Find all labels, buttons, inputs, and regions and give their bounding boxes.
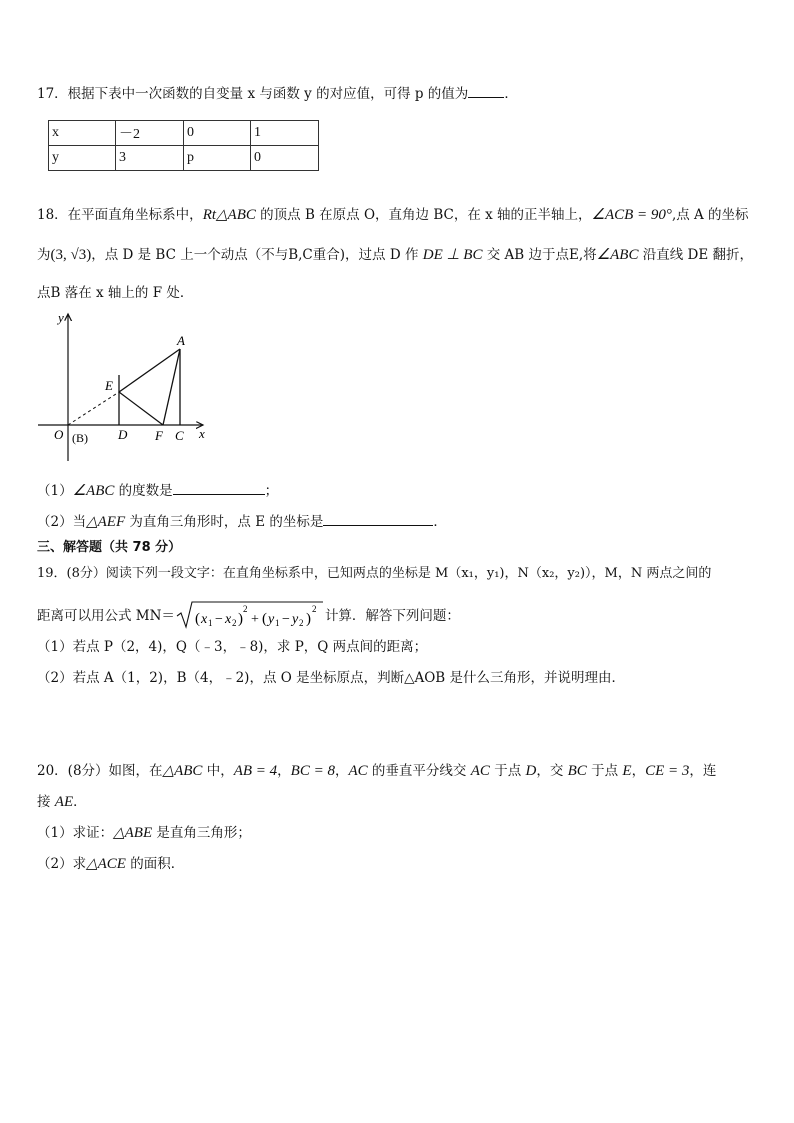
svg-text:1: 1 <box>274 618 280 628</box>
segment-EF <box>119 392 163 425</box>
q18-figure <box>30 305 220 467</box>
table-cell: 3 <box>116 146 184 171</box>
segment-EA <box>119 349 180 392</box>
svg-text:(: ( <box>261 611 267 627</box>
q18-part-1: （1）∠ABC 的度数是 ； <box>37 483 279 499</box>
q18-part-2: （2）当△AEF 为直角三角形时，点 E 的坐标是 ． <box>37 514 447 530</box>
q17-table <box>48 120 319 171</box>
label-F: F <box>155 428 163 443</box>
segment-OE <box>68 392 119 425</box>
svg-text:): ) <box>237 611 243 627</box>
table-cell: 0 <box>184 121 251 146</box>
q17-text: 17．根据下表中一次函数的自变量 x 与函数 y 的对应值，可得 p 的值为 ． <box>37 86 518 102</box>
table-cell: 1 <box>251 121 319 146</box>
label-A: A <box>177 333 185 348</box>
answer-blank[interactable] <box>468 85 504 98</box>
label-C: C <box>175 428 184 443</box>
label-B: (B) <box>72 431 88 445</box>
svg-text:+: + <box>250 612 259 627</box>
q18-line-2: 为(3, √3)，点 D 是 BC 上一个动点（不与B,C重合)，过点 D 作 DE ⊥ BC 交 AB 边于点E,将∠ABC 沿直线 DE 翻折， <box>37 247 754 263</box>
svg-text:x: x <box>224 612 232 627</box>
svg-text:2: 2 <box>231 618 237 628</box>
svg-text:x: x <box>200 612 208 627</box>
table-row <box>49 121 319 146</box>
svg-text:(: ( <box>194 611 200 627</box>
svg-text:1: 1 <box>207 618 213 628</box>
table-row <box>49 146 319 171</box>
svg-text:): ) <box>305 611 311 627</box>
svg-text:2: 2 <box>311 604 317 614</box>
label-O: O <box>54 427 64 442</box>
table-cell: p <box>184 146 251 171</box>
svg-text:2: 2 <box>298 618 304 628</box>
label-D: D <box>118 427 128 442</box>
q19-line-1: 19．(8分）阅读下列一段文字：在直角坐标系中，已知两点的坐标是 M（x₁，y₁)，N（x₂，y₂)），M，N 两点之间的 <box>37 566 712 581</box>
answer-blank[interactable] <box>173 482 265 495</box>
section-heading: 三、解答题（共 78 分） <box>37 540 182 555</box>
svg-text:2: 2 <box>242 604 248 614</box>
answer-blank[interactable] <box>323 513 433 526</box>
distance-formula <box>175 599 325 629</box>
svg-text:y: y <box>291 612 299 627</box>
q20-part-1: （1）求证：△ABE 是直角三角形； <box>37 825 251 841</box>
svg-text:y: y <box>267 612 275 627</box>
q19-part-2: （2）若点 A（1，2)，B（4，﹣2)，点 O 是坐标原点，判断△AOB 是什么三角形，并说明理由． <box>37 670 626 686</box>
table-cell: x <box>49 121 116 146</box>
label-y: y <box>58 310 64 325</box>
q20-line-2: 接 AE． <box>37 794 87 810</box>
table-cell: －2 <box>116 121 184 146</box>
segment-AF <box>163 349 180 425</box>
svg-text:−: − <box>214 612 223 627</box>
label-E: E <box>105 378 113 393</box>
q20-line-1: 20．(8分）如图，在△ABC 中，AB = 4，BC = 8，AC 的垂直平分线交 AC 于点 D，交 BC 于点 E，CE = 3，连 <box>37 763 717 779</box>
q20-part-2: （2）求△ACE 的面积． <box>37 856 185 872</box>
q18-line-1: 18．在平面直角坐标系中，Rt△ABC 的顶点 B 在原点 O，直角边 BC，在 x 轴的正半轴上，∠ACB = 90°,点 A 的坐标 <box>37 207 749 223</box>
table-cell: y <box>49 146 116 171</box>
q19-part-1: （1）若点 P（2，4)，Q（﹣3，﹣8)，求 P，Q 两点间的距离； <box>37 639 428 655</box>
table-cell: 0 <box>251 146 319 171</box>
q19-line-2: 距离可以用公式 MN＝ ( x 1 − x 2 ) 2 + ( y 1 − y 2 ) 2 计算．解答下列问题： <box>37 599 460 629</box>
svg-text:−: − <box>281 612 290 627</box>
q18-line-3: 点B 落在 x 轴上的 F 处． <box>37 285 194 301</box>
label-x: x <box>199 426 205 441</box>
